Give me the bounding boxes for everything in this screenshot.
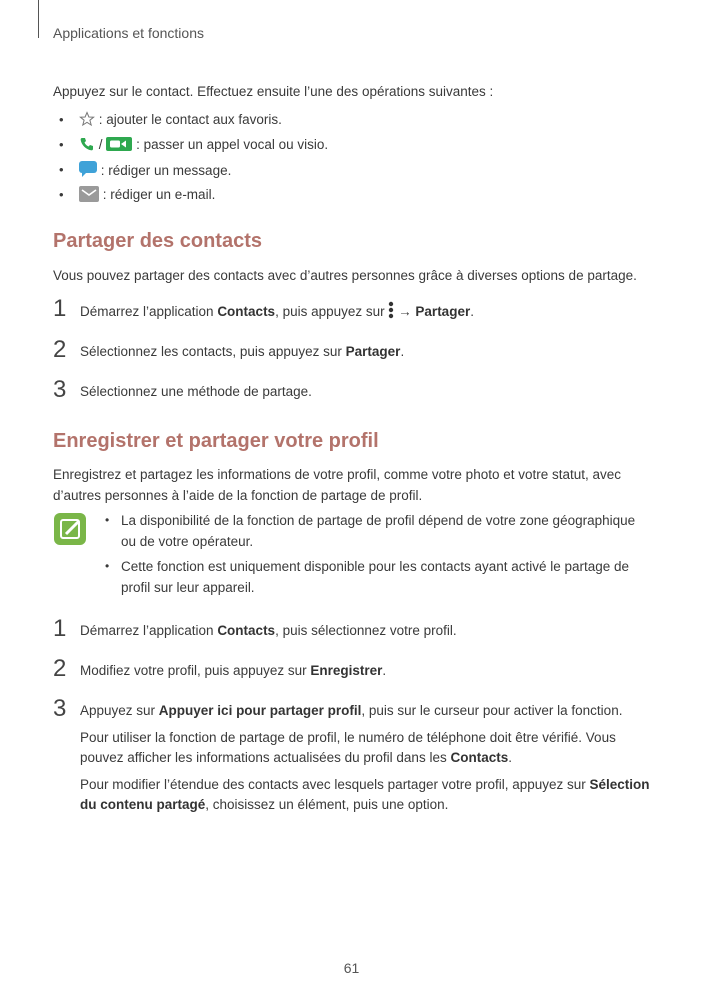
share-description: Vous pouvez partager des contacts avec d’autres personnes grâce à diverses options de partage. <box>53 268 637 283</box>
message-icon <box>79 161 97 178</box>
step-number: 3 <box>53 376 67 403</box>
profile-description: Enregistrez et partagez les informations de votre profil, comme votre photo et votre statut, avec d’autres personnes à l’aide de la fonction de partage de profil. <box>53 467 622 503</box>
header-rule <box>38 0 39 38</box>
list-item: • : rédiger un e-mail. <box>59 187 216 202</box>
call-text: : passer un appel vocal ou visio. <box>136 137 329 152</box>
section-title-share: Partager des contacts <box>53 230 262 252</box>
step-number: 1 <box>53 615 67 642</box>
step-number: 3 <box>53 695 67 722</box>
email-icon <box>79 186 99 202</box>
page-number: 61 <box>343 960 360 976</box>
step-number: 2 <box>53 655 67 682</box>
list-item: • : rédiger un message. <box>59 162 232 178</box>
page-header: Applications et fonctions <box>53 25 204 41</box>
list-item: • / : passer un appel vocal ou visio. <box>59 137 329 152</box>
favorite-text: : ajouter le contact aux favoris. <box>98 112 282 127</box>
note-item: • Cette fonction est uniquement disponible pour les contacts ayant activé le partage de profil sur leur appareil. <box>105 559 630 595</box>
step-number: 2 <box>53 336 67 363</box>
call-separator: / <box>98 137 103 152</box>
section-title-profile: Enregistrer et partager votre profil <box>53 430 379 452</box>
note-icon <box>54 513 86 545</box>
phone-icon <box>79 136 95 152</box>
action-list <box>53 111 328 211</box>
video-call-icon <box>106 136 132 152</box>
message-text: : rédiger un message. <box>100 163 232 178</box>
star-icon <box>79 111 95 127</box>
intro-text: Appuyez sur le contact. Effectuez ensuite l’une des opérations suivantes : <box>53 84 494 99</box>
note-item: • La disponibilité de la fonction de partage de profil dépend de votre zone géographique ou de votre opérateur. <box>105 513 636 549</box>
list-item: • : ajouter le contact aux favoris. <box>59 112 282 127</box>
note-list <box>103 510 648 602</box>
email-text: : rédiger un e-mail. <box>102 187 216 202</box>
step-number: 1 <box>53 295 67 322</box>
